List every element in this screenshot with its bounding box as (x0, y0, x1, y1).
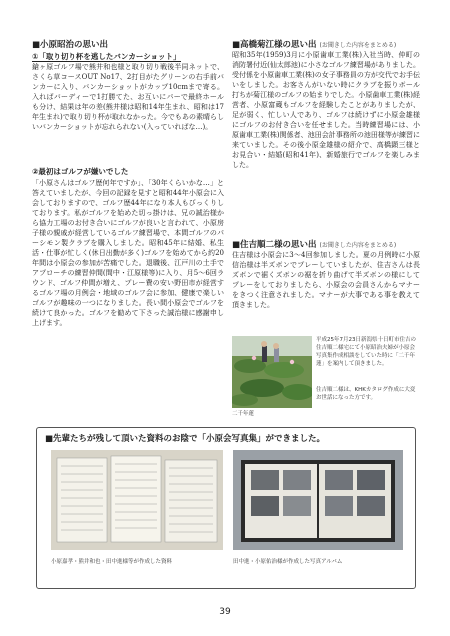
documents-photo (51, 450, 223, 550)
collection-caption-documents: 小原嘉孝・熊井和也・田中進様等が作成した資料 (51, 559, 173, 565)
paragraph-disliked-golf: 「小原さんはゴルフ歴何年ですか」、「30年くらいかな…」と答えていましたが、今回の記録を見すと昭和44年小原会に入会しておりますので、ゴルフ歴44年になり本人もびっくりしております。私がゴルフを始めた切っ掛けは、兄の誠治様から協力工場のお付き合いにゴルフが良いと言われて、小原房子様の親戚が経営しているゴルフ練習場で、本間ゴルフのパーシモン製クラブを購入しました。昭和45年に結婚、私生活・仕事が忙しく(休日出勤が多く)ゴルフを始めてから約20年間は小原会の参加が苦痛でした。退職後、江戸川の土手でアプローチの練習仲間(間中・江原様等)に入り、月5～6回ラウンド、ゴルフ仲間が増え、プレー費の安い野田市が経営するゴルフ場の月例会・地域のゴルフ会に参加、健康で楽しいゴルフが趣味の一つになりました。長い間小原会でゴルフを続けて良かった。ゴルフを勧めて下さった誠治様に感謝申し上げます。 (32, 179, 224, 327)
paragraph-takahashi: 昭和35年(1959)3月に小原歯車工業(株)入社当時、仲町の消防署付近(仙太郎池)に小さなゴルフ練習場がありました。受付係を小原歯車工業(株)の女子事務員の方が交代でお手伝いをしました。お客さんがいない時にクラブを振りボール打ちが菊江様のゴルフの始まりでした。小原歯車工業(株)経営者、小原富蔵もゴルフを経験したことがありましたが、足が弱く、忙しい人であり、ゴルフは続けずに小原金雄様にゴルフのお付き合いを任せました。当時練習場には、小原歯車工業(株)関係者、池田会計事務所の池田様等が練習に来ていました。その後小原金雄様の紹介で、高橋顕三様とお見合い・結婚(昭和41年)、新婚旅行でゴルフを楽しみました。 (232, 51, 420, 169)
subtitle-bunker-shot-text: ①「取り切り杯を逃したバンカーショット」 (32, 52, 181, 61)
sidebar-note-visit: 平成25年7月23日新潟県十日町市住吉の住吉順二様宅にて小原昭治夫婦が小原会写真集作成相談をしていた時に「二千年蓮」を案内して頂きました。 (316, 337, 416, 367)
album-photo (233, 450, 403, 550)
section-title-sumiyoshi (232, 238, 396, 250)
section-title-takahashi-text: ■高橋菊江様の思い出 (232, 40, 317, 50)
section-title-obara: ■小原昭治の思い出 (32, 40, 109, 50)
collection-caption-album: 田中進・小原佑治様が作成した写真アルバム (233, 559, 343, 565)
section-title-sumiyoshi-text: ■住吉順二様の思い出 (232, 240, 317, 250)
section-title-takahashi (232, 38, 396, 50)
lotus-photo (232, 336, 312, 408)
paragraph-sumiyoshi: 住吉様は小原会に3～4回参加しました。夏の月例時に小原信治様は半ズボンでプレーしていましたが、住吉さんは長ズボンで裾くズボンの裾を折り曲げて半ズボンの様にしてプレーをしておりましたら、小原会の会員さんからマナーをきつく注意されました。マナーが大事である事を教えて頂きました。 (232, 251, 420, 309)
page-number: 39 (219, 607, 231, 617)
section-note-takahashi: (お聞きした内容をまとめる) (319, 42, 397, 49)
paragraph-bunker-shot: 鎗ヶ原ゴルフ場で熊井和也様と取り切り戦後半同ネットで、さくら草コースOUT No17、2打目がたグリーンの右手前バンカーに入り、バンカーショットがカップ10cmまで寄る。入ればバーディーで1打勝てた、お互いにパーで最終ホールも分け、結果は年の差(熊井様は昭和14年生まれ、昭和は17年生まれ)で取り切り杯が取れなかった。今でもあの素晴らしいバンカーショットが忘れられない(入っていればな…)。 (32, 63, 224, 131)
sidebar-note-catalog: 住吉順二様は、KHKカタログ作成に大変お世話になった方です。 (316, 387, 416, 401)
subtitle-disliked-golf: ②最初はゴルフが嫌いでした (32, 167, 129, 176)
section-note-sumiyoshi: (お聞きした内容をまとめる) (319, 242, 397, 249)
photo-caption-lotus: 二千年蓮 (232, 411, 255, 417)
photo-collection-box (36, 427, 416, 589)
collection-title: ■先輩たちが残して頂いた資料のお陰で「小原会写真集」ができました。 (45, 434, 326, 444)
subtitle-bunker-shot (32, 51, 181, 62)
